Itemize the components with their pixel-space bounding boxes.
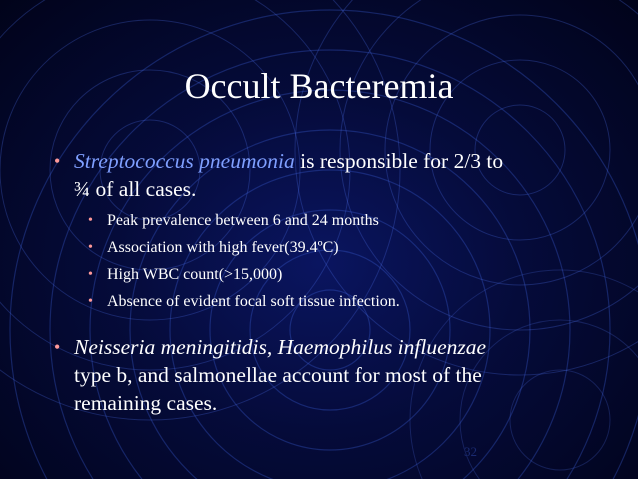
subbullet-4 xyxy=(88,292,607,312)
bullet-2-line-1 xyxy=(54,334,594,360)
slide-title: Occult Bacteremia xyxy=(184,66,454,106)
subbullet-text: Association with high fever(39.4ºC) xyxy=(107,239,339,256)
bullet-2-line-2: type b, and salmonellae account for most of the xyxy=(74,363,482,387)
bullet-dot-icon: • xyxy=(88,240,93,255)
bullet-1-line-2: ¾ of all cases. xyxy=(74,177,197,201)
subbullet-3 xyxy=(88,265,607,285)
bullet-dot-icon: • xyxy=(88,294,93,309)
page-number: 32 xyxy=(464,444,477,459)
subbullet-2 xyxy=(88,238,607,258)
bullet-dot-icon: • xyxy=(54,337,61,357)
subbullet-text: Peak prevalence between 6 and 24 months xyxy=(107,212,379,229)
bullet-1-emphasis: Streptococcus pneumonia xyxy=(74,149,295,173)
bullet-dot-icon: • xyxy=(88,213,93,228)
bullet-2-emphasis: Neisseria meningitidis, Haemophilus influenzae xyxy=(74,335,487,359)
bullet-2-line-3: remaining cases. xyxy=(74,391,218,415)
bullet-1-text: is responsible for 2/3 to xyxy=(294,149,504,173)
subbullet-text: Absence of evident focal soft tissue infection. xyxy=(107,293,400,310)
bullet-dot-icon: • xyxy=(54,151,61,171)
subbullet-text: High WBC count(>15,000) xyxy=(107,266,283,283)
subbullet-1 xyxy=(88,211,607,231)
bullet-dot-icon: • xyxy=(88,267,93,282)
bullet-1-line-1 xyxy=(54,148,594,174)
